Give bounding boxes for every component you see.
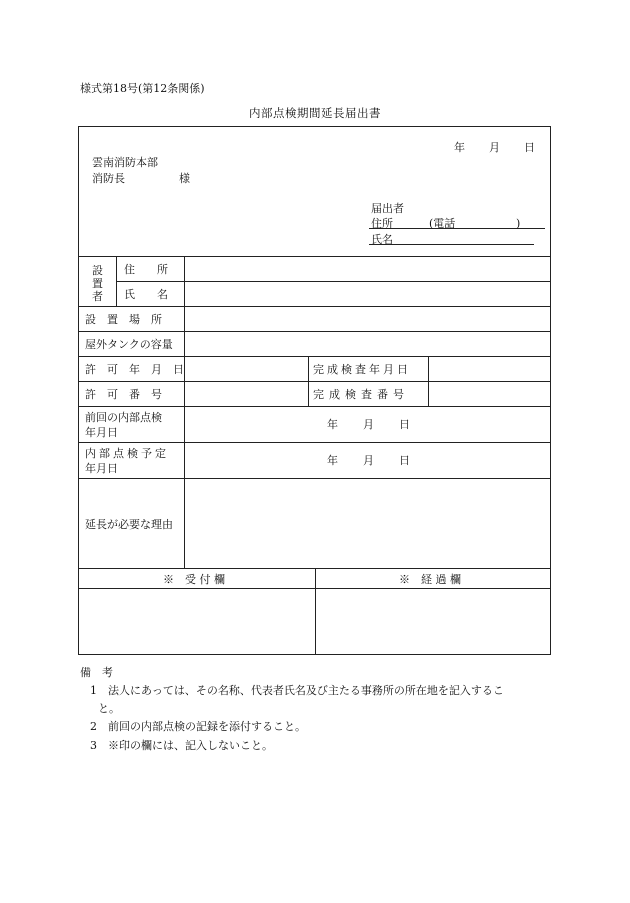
date-year: 年 — [454, 141, 465, 154]
installer-address-label: 住 所 — [124, 263, 168, 276]
installer-label-2: 置 — [92, 277, 103, 290]
permit-date-label: 許 可 年 月 日 — [85, 363, 184, 376]
phone-label: (電話 — [429, 217, 456, 230]
reception-box — [79, 589, 316, 654]
notifier-label: 届出者 — [371, 202, 404, 215]
extension-reason-value[interactable] — [185, 479, 550, 569]
completion-number-label: 完成検査番号 — [313, 388, 409, 401]
progress-box — [316, 589, 550, 654]
installer-label-1: 設 — [92, 264, 103, 277]
date-day: 日 — [524, 141, 535, 154]
completion-number-value[interactable] — [429, 382, 550, 407]
planned-inspection-day: 日 — [399, 454, 410, 467]
address-label: 住所 — [371, 217, 393, 230]
note-item-2: 2 前回の内部点検の記録を添付すること。 — [90, 720, 306, 733]
planned-inspection-label-line2: 年月日 — [85, 462, 118, 475]
planned-inspection-year: 年 — [327, 454, 338, 467]
installer-label-3: 者 — [92, 290, 103, 303]
header-section — [79, 127, 550, 257]
permit-date-value[interactable] — [185, 357, 309, 382]
honorific: 様 — [179, 172, 190, 185]
tank-capacity-value[interactable] — [185, 332, 550, 357]
note-item-3: 3 ※印の欄には、記入しないこと。 — [90, 739, 273, 752]
recipient-office: 雲南消防本部 — [92, 156, 158, 169]
install-location-value[interactable] — [185, 307, 550, 332]
form-table — [78, 126, 551, 655]
installer-name-value[interactable] — [185, 282, 550, 307]
installer-name-label: 氏 名 — [124, 288, 168, 301]
prev-inspection-day: 日 — [399, 418, 410, 431]
reception-label: ※ 受 付 欄 — [163, 573, 225, 586]
permit-number-value[interactable] — [185, 382, 309, 407]
progress-label: ※ 経 過 欄 — [399, 573, 461, 586]
name-line — [369, 244, 534, 245]
completion-date-value[interactable] — [429, 357, 550, 382]
note-item-1: 1 法人にあっては、その名称、代表者氏名及び主たる事務所の所在地を記入するこ — [90, 684, 504, 697]
installer-address-value[interactable] — [185, 257, 550, 282]
phone-close: ) — [516, 217, 521, 230]
permit-number-label: 許 可 番 号 — [85, 388, 162, 401]
prev-inspection-month: 月 — [363, 418, 374, 431]
extension-reason-label: 延長が必要な理由 — [85, 518, 173, 531]
prev-inspection-year: 年 — [327, 418, 338, 431]
tank-capacity-label: 屋外タンクの容量 — [85, 338, 173, 351]
form-number: 様式第18号(第12条関係) — [80, 82, 205, 95]
prev-inspection-label-line1: 前回の内部点検 — [85, 411, 162, 424]
name-label: 氏名 — [371, 233, 393, 246]
recipient-title: 消防長 — [92, 172, 125, 185]
note-item-1-cont: と。 — [98, 702, 120, 715]
install-location-label: 設 置 場 所 — [85, 313, 162, 326]
document-title: 内部点検期間延長届出書 — [249, 106, 381, 120]
notes-heading: 備 考 — [80, 666, 113, 679]
planned-inspection-label-line1: 内部点検予定 — [85, 447, 169, 460]
date-month: 月 — [489, 141, 500, 154]
planned-inspection-month: 月 — [363, 454, 374, 467]
prev-inspection-label-line2: 年月日 — [85, 426, 118, 439]
completion-date-label: 完成検査年月日 — [313, 363, 411, 376]
